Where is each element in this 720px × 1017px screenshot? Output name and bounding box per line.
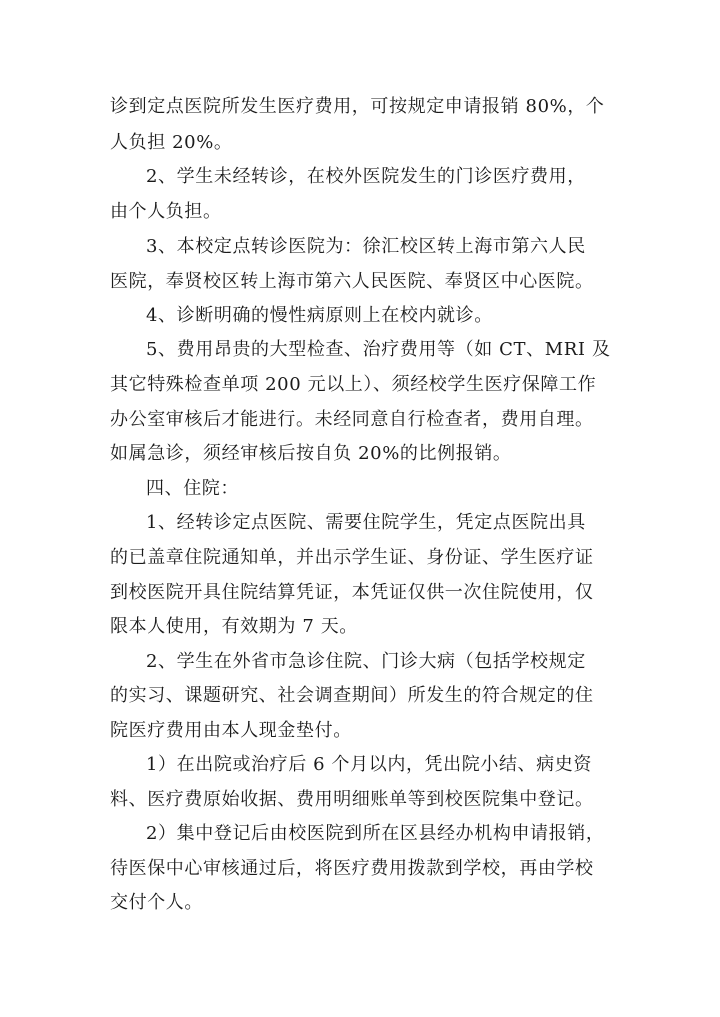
text-line: 2、学生在外省市急诊住院、门诊大病（包括学校规定 bbox=[146, 651, 586, 672]
text-line: 2）集中登记后由校医院到所在区县经办机构申请报销， bbox=[146, 823, 605, 844]
text-line: 的已盖章住院通知单，并出示学生证、身份证、学生医疗证 bbox=[110, 547, 594, 568]
text-line: 如属急诊，须经审核后按自负 20%的比例报销。 bbox=[110, 443, 512, 464]
text-line: 其它特殊检查单项 200 元以上）、须经校学生医疗保障工作 bbox=[110, 374, 597, 395]
text-line: 医院，奉贤校区转上海市第六人民医院、奉贤区中心医院。 bbox=[110, 271, 594, 292]
text-line: 5、费用昂贵的大型检查、治疗费用等（如 CT、MRI 及 bbox=[146, 339, 611, 360]
text-line: 1、经转诊定点医院、需要住院学生，凭定点医院出具 bbox=[146, 512, 586, 533]
text-line: 2、学生未经转诊，在校外医院发生的门诊医疗费用， bbox=[146, 166, 586, 187]
text-line: 到校医院开具住院结算凭证，本凭证仅供一次住院使用，仅 bbox=[110, 582, 594, 603]
text-line: 由个人负担。 bbox=[110, 201, 222, 222]
text-line: 限本人使用，有效期为 7 天。 bbox=[110, 616, 358, 637]
text-line: 人负担 20%。 bbox=[110, 132, 233, 153]
text-line: 料、医疗费原始收据、费用明细账单等到校医院集中登记。 bbox=[110, 789, 594, 810]
text-line: 1）在出院或治疗后 6 个月以内，凭出院小结、病史资 bbox=[146, 754, 592, 775]
text-line: 院医疗费用由本人现金垫付。 bbox=[110, 720, 352, 741]
text-line: 3、本校定点转诊医院为：徐汇校区转上海市第六人民 bbox=[146, 236, 586, 257]
text-line: 4、诊断明确的慢性病原则上在校内就诊。 bbox=[146, 305, 493, 326]
text-line: 诊到定点医院所发生医疗费用，可按规定申请报销 80%，个 bbox=[110, 96, 605, 117]
text-line: 的实习、课题研究、社会调查期间）所发生的符合规定的住 bbox=[110, 685, 594, 706]
text-line: 交付个人。 bbox=[110, 892, 203, 913]
text-line: 办公室审核后才能进行。未经同意自行检查者，费用自理。 bbox=[110, 409, 594, 430]
section-heading: 四、住院： bbox=[146, 478, 239, 499]
text-line: 待医保中心审核通过后，将医疗费用拨款到学校，再由学校 bbox=[110, 858, 594, 879]
